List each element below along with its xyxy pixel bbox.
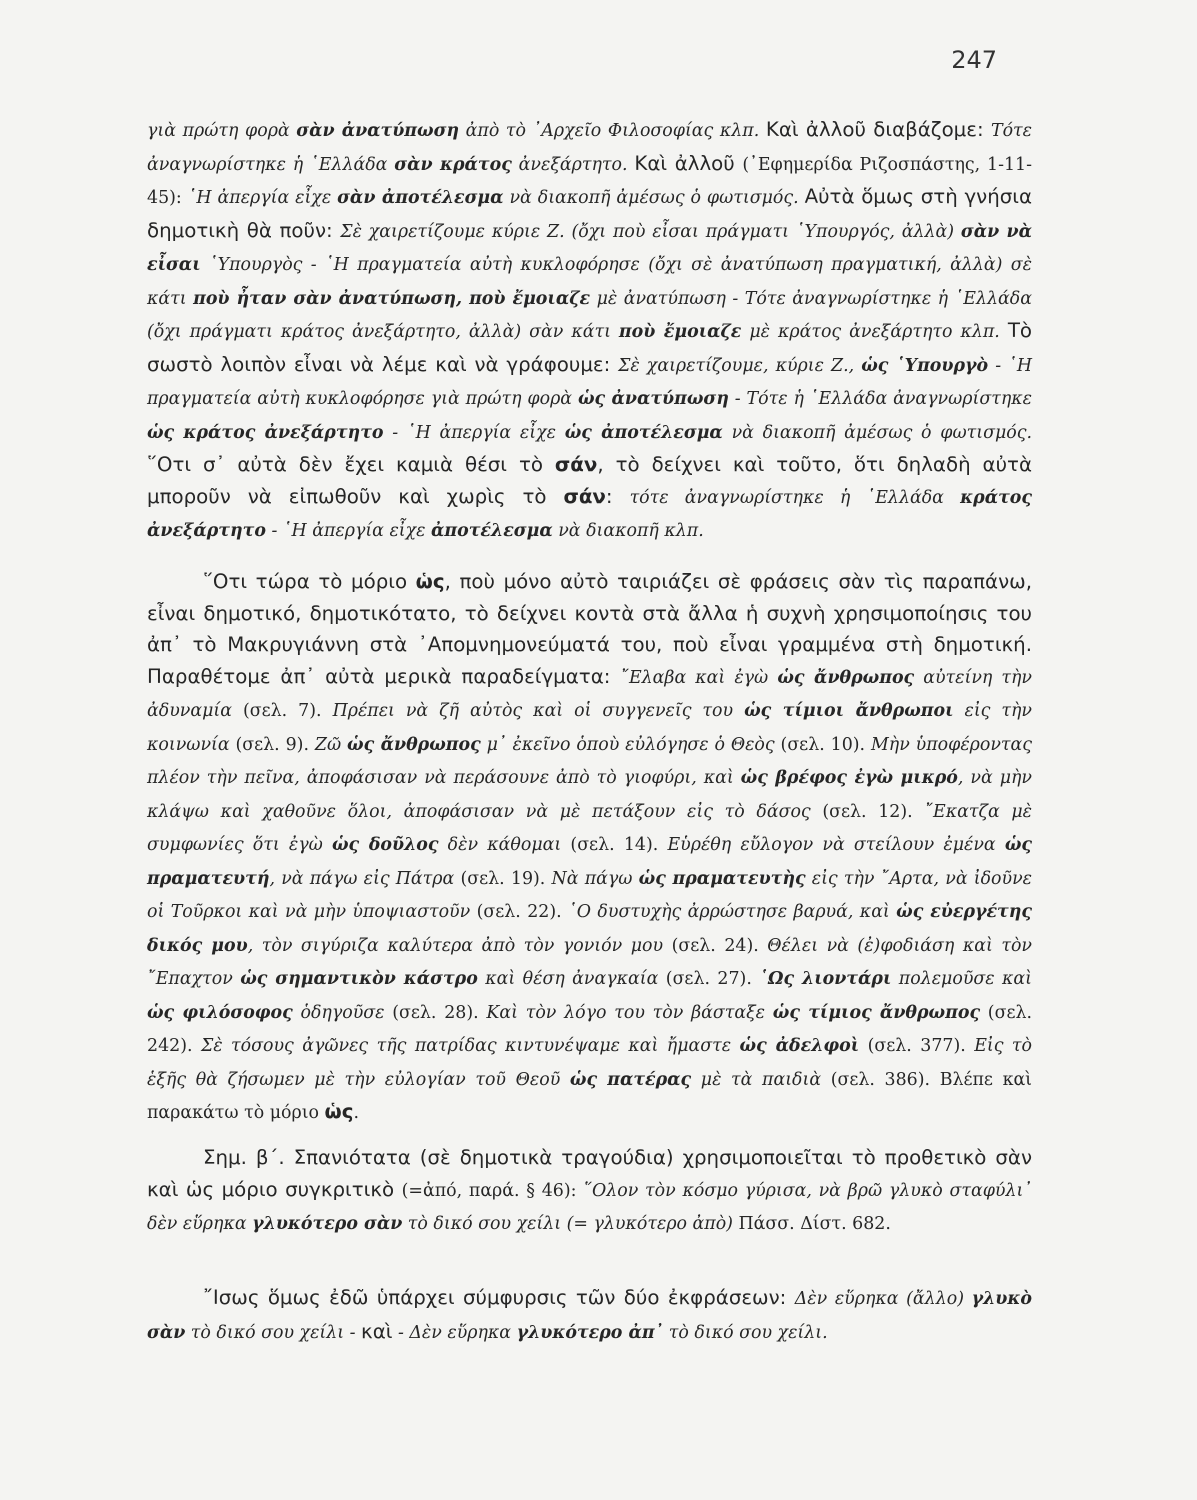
text-run: (σελ. 386). Βλέπε καὶ παρακάτω τὸ μόριο (147, 1069, 1033, 1123)
text-run: ῾Υπουργὸς - ῾Η πραγματεία αὐτὴ κυκλοφόρησε (ὄχι σὲ ἀνατύπωση πραγματική, ἀλλὰ) σὲ κάτι (147, 255, 1032, 309)
text-block-3 (147, 1142, 1032, 1241)
text-run: ὡς ἄνθρωπος (777, 667, 915, 688)
text-run: Νὰ πάγω (551, 868, 639, 889)
text-run: (σελ. 9). (235, 734, 315, 755)
text-run: Σημ. β΄. Σπανιότατα (σὲ δημοτικὰ τραγούδια) χρησιμοποιεῖται τὸ προθετικὸ σὰν καὶ ὡς μόριο συγκριτικὸ (147, 1146, 1032, 1201)
text-run: Πρέπει νὰ ζῆ αὐτὸς καὶ οἱ συγγενεῖς του (332, 701, 745, 721)
text-run: , νὰ μὴν κλάψω καὶ χαθοῦνε ὅλοι, ἀποφάσισαν νὰ μὲ πετάξουν εἰς τὸ δάσος (147, 768, 1033, 822)
text-block-1 (147, 114, 1032, 548)
text-run: τότε ἀναγνωρίστηκε ἡ ῾Ελλάδα (629, 487, 961, 508)
text-run: (σελ. 27). (665, 969, 760, 989)
text-run: αὐτείνη τὴν ἀδυναμία (147, 667, 1032, 721)
text-run: Εὑρέθη εὔλογον νὰ στείλουν ἐμένα (667, 835, 1005, 855)
text-run: νὰ διακοπῆ κλπ. (552, 521, 704, 541)
text-run: ὡς ῾Υπουργὸ (861, 355, 989, 376)
text-run: ῾Ως λιοντάρι (759, 969, 892, 989)
text-run: , ποὺ μόνο αὐτὸ ταιριάζει σὲ φράσεις σὰν τὶς παραπάνω, εἶναι δημοτικό, δημοτικότατο, τὸ δείχνει κοντὰ στὰ ἄλλα ἡ συχνὴ χρησιμοποίησις του ἀπ᾿ τὸ Μακρυγιάννη στὰ ᾿Απομνημονεύματά του, ποὺ εἶναι γραμμένα στὴ δημοτική. Παραθέτομε ἀπ᾿ αὐτὰ μερικὰ παραδείγματα: (147, 570, 1032, 688)
text-run: γιὰ πρώτη φορὰ (147, 121, 297, 141)
text-run: , τὸν σιγύριζα καλύτερα ἀπὸ τὸν γονιόν μου (247, 935, 672, 956)
text-run: πολεμοῦσε καὶ (891, 969, 1032, 989)
text-run: μὲ κράτος ἀνεξάρτητο κλπ. (741, 322, 1008, 342)
text-run: ῎Εκατζα μὲ συμφωνίες ὅτι ἐγὼ (147, 801, 1032, 855)
text-run: νὰ διακοπῆ ἀμέσως ὁ φωτισμός. (722, 422, 1032, 443)
text-run: τὸ δικό σου χείλι. (663, 1322, 828, 1343)
text-run: σάν (554, 453, 598, 476)
text-run: δὲν κάθομαι (438, 835, 571, 855)
text-run: Καὶ ἀλλοῦ (634, 151, 743, 175)
text-run: γλυκότερο ἀπ᾿ (516, 1322, 664, 1343)
text-run: ὡς πατέρας (569, 1069, 692, 1090)
text-run: - Δὲν εὕρηκα (392, 1322, 517, 1343)
text-run: Τότε ἀναγνωρίστηκε ἡ ῾Ελλάδα (147, 121, 1033, 175)
text-run: (σελ. 24). (671, 935, 768, 956)
text-run: - ῾Η ἀπεργία εἶχε (383, 422, 565, 443)
paragraph (147, 114, 1032, 548)
text-run: κράτος ἀνεξάρτητο (147, 487, 1032, 541)
text-run: , νὰ πάγω εἰς Πάτρα (269, 868, 461, 889)
text-block-4 (147, 1282, 1032, 1349)
text-run: (=ἀπό, παρά. § 46): (401, 1180, 584, 1201)
text-run: (σελ. 28). (392, 1002, 487, 1023)
text-run: ὡς ἀποτέλεσμα (564, 422, 723, 443)
text-run: ὡς πραματευτή (147, 835, 1032, 889)
text-run: ῎Ισως ὅμως ἐδῶ ὑπάρχει σύμφυρσις τῶν δύο ἐκφράσεων: (203, 1286, 795, 1309)
text-run: ῞Ολον τὸν κόσμο γύρισα, νὰ βρῶ γλυκὸ σταφύλι᾿ δὲν εὕρηκα (147, 1180, 1032, 1234)
text-run: ὡς ἄνθρωπος (347, 734, 481, 755)
text-run: σάν (563, 484, 606, 508)
text-run: ῾Η ἀπεργία εἶχε (187, 188, 338, 208)
text-run: σὰν ἀποτέλεσμα (337, 188, 504, 208)
text-run: (σελ. 22). (476, 902, 569, 922)
text-run: ὡς κράτος ἀνεξάρτητο (147, 422, 384, 443)
text-run: τὸ δικό σου χείλι (= γλυκότερο ἀπὸ) (402, 1214, 739, 1234)
text-run: Σὲ τόσους ἀγῶνες τῆς πατρίδας κιντυνέψαμε καὶ ἤμαστε (200, 1036, 740, 1056)
note-paragraph (147, 1142, 1032, 1241)
text-run: τὸ δικό σου χείλι - (185, 1322, 362, 1343)
text-run: Ζῶ (314, 734, 348, 755)
text-run: Δὲν εὕρηκα (ἄλλο) (794, 1289, 972, 1309)
text-run: ποὺ ἦταν σὰν ἀνατύπωση, ποὺ ἔμοιαζε (193, 288, 591, 309)
text-run: νὰ διακοπῆ ἀμέσως ὁ φωτισμός. (503, 188, 805, 208)
text-run: ὡς ἀνατύπωση (577, 389, 729, 409)
text-run: ὡς ἀδελφοὶ (739, 1036, 860, 1056)
text-run: : (605, 484, 630, 508)
text-run: σὰν κράτος (394, 154, 512, 175)
text-run: σὰν νὰ εἶσαι (147, 221, 1032, 275)
text-run: ῎Ελαβα καὶ ἐγὼ (620, 667, 778, 688)
text-run: Καὶ τὸν λόγο του τὸν βάσταξε (486, 1002, 773, 1023)
text-run: μὲ τὰ παιδιὰ (691, 1069, 831, 1090)
text-run: μὲ ἀνατύπωση - Τότε ἀναγνωρίστηκε ἡ ῾Ελλάδα (ὄχι πράγματι κράτος ἀνεξάρτητο, ἀλλὰ) σὰν κάτι (147, 288, 1032, 342)
text-run: ἀνεξάρτητο. (511, 154, 635, 175)
text-run: Αὐτὰ ὅμως στὴ γνήσια δημοτικὴ θὰ ποῦν: (147, 185, 1033, 242)
text-run: - ῾Η πραγματεία αὐτὴ κυκλοφόρησε γιὰ πρώτη φορὰ (147, 355, 1032, 409)
text-block-2 (147, 566, 1032, 1130)
text-run: Σὲ χαιρετίζουμε κύριε Ζ. (ὄχι ποὺ εἶσαι πράγματι ῾Υπουργός, ἀλλὰ) (340, 221, 961, 242)
text-run: γλυκότερο σὰν (252, 1214, 403, 1234)
text-run: (σελ. 14). (570, 835, 668, 855)
text-run: ὁδηγοῦσε (292, 1002, 393, 1023)
text-run: Τὸ σωστὸ λοιπὸν εἶναι νὰ λέμε καὶ νὰ γράφουμε: (147, 319, 1033, 376)
text-run: ἀπὸ τὸ ᾿Αρχεῖο Φιλοσοφίας κλπ. (459, 121, 766, 141)
text-run: Μὴν ὑποφέροντας πλέον τὴν πεῖνα, ἀποφάσισαν νὰ περάσουνε ἀπὸ τὸ γιοφύρι, καὶ (147, 734, 1033, 788)
text-run: - ῾Η ἀπεργία εἶχε (265, 521, 432, 541)
text-run: καὶ θέση ἀναγκαία (477, 969, 666, 989)
text-run: ῞Οτι σ᾿ αὐτὰ δὲν ἔχει καμιὰ θέσι τὸ (147, 453, 555, 476)
text-run: γλυκὸ σὰν (147, 1289, 1032, 1343)
text-run: ῞Οτι τώρα τὸ μόριο (203, 570, 416, 593)
text-run: σὰν ἀνατύπωση (296, 121, 460, 141)
text-run: μ᾿ ἐκεῖνο ὁποὺ εὐλόγησε ὁ Θεὸς (480, 734, 781, 755)
text-run: . (353, 1103, 359, 1123)
text-run: ὡς (415, 570, 445, 593)
text-run: εἰς τὴν κοινωνία (147, 701, 1032, 755)
text-run: ὡς σημαντικὸν κάστρο (240, 969, 478, 989)
text-run: (σελ. 242). (147, 1002, 1033, 1056)
text-run: ὡς τίμιοι ἄνθρωποι (744, 701, 954, 721)
text-run: (σελ. 19). (460, 868, 552, 889)
text-run: Σὲ χαιρετίζουμε, κύριε Ζ., (618, 355, 862, 376)
text-run: - Τότε ἡ ῾Ελλάδα ἀναγνωρίστηκε (728, 389, 1032, 409)
text-run: (σελ. 7). (242, 701, 333, 721)
text-run: ἀποτέλεσμα (431, 521, 553, 541)
text-run: ὡς (324, 1100, 354, 1123)
text-run: ὡς εὐεργέτης δικός μου (147, 902, 1032, 956)
text-run: ὡς βρέφος ἐγὼ μικρό (740, 768, 958, 788)
text-run: ὡς δοῦλος (331, 835, 439, 855)
text-run: (σελ. 12). (822, 801, 925, 822)
text-run: ὡς πραματευτὴς (638, 868, 806, 889)
text-run: Πάσσ. Δίστ. 682. (738, 1214, 891, 1234)
text-run: Θέλει νὰ (ἐ)φοδιάση καὶ τὸν ῎Επαχτον (147, 935, 1032, 989)
text-run: , τὸ δείχνει καὶ τοῦτο, ὅτι δηλαδὴ αὐτὰ μποροῦν νὰ εἰπωθοῦν καὶ χωρὶς τὸ (147, 453, 1032, 508)
text-run: ποὺ ἔμοιαζε (618, 322, 742, 342)
text-run: Εἰς τὸ ἑξῆς θὰ ζήσωμεν μὲ τὴν εὐλογίαν τοῦ Θεοῦ (147, 1036, 1033, 1090)
text-run: (σελ. 377). (859, 1036, 975, 1056)
text-run: ῾Ο δυστυχὴς ἀρρώστησε βαρυά, καὶ (568, 902, 897, 922)
text-run: (σελ. 10). (780, 734, 871, 755)
paragraph (147, 566, 1032, 1130)
text-run: (᾿Εφημερίδα Ριζοσπάστης, 1-11-45): (147, 154, 1033, 208)
text-run: ὡς τίμιος ἄνθρωπος (772, 1002, 981, 1023)
text-run: ὡς φιλόσοφος (147, 1002, 293, 1023)
paragraph (147, 1282, 1032, 1349)
text-run: καὶ (361, 1319, 393, 1343)
text-run: εἰς τὴν ῎Αρτα, νὰ ἰδοῦνε οἱ Τοῦρκοι καὶ νὰ μὴν ὑποψιαστοῦν (147, 868, 1032, 922)
page-number: 247 (951, 46, 997, 74)
text-run: Καὶ ἀλλοῦ διαβάζομε: (765, 118, 991, 141)
